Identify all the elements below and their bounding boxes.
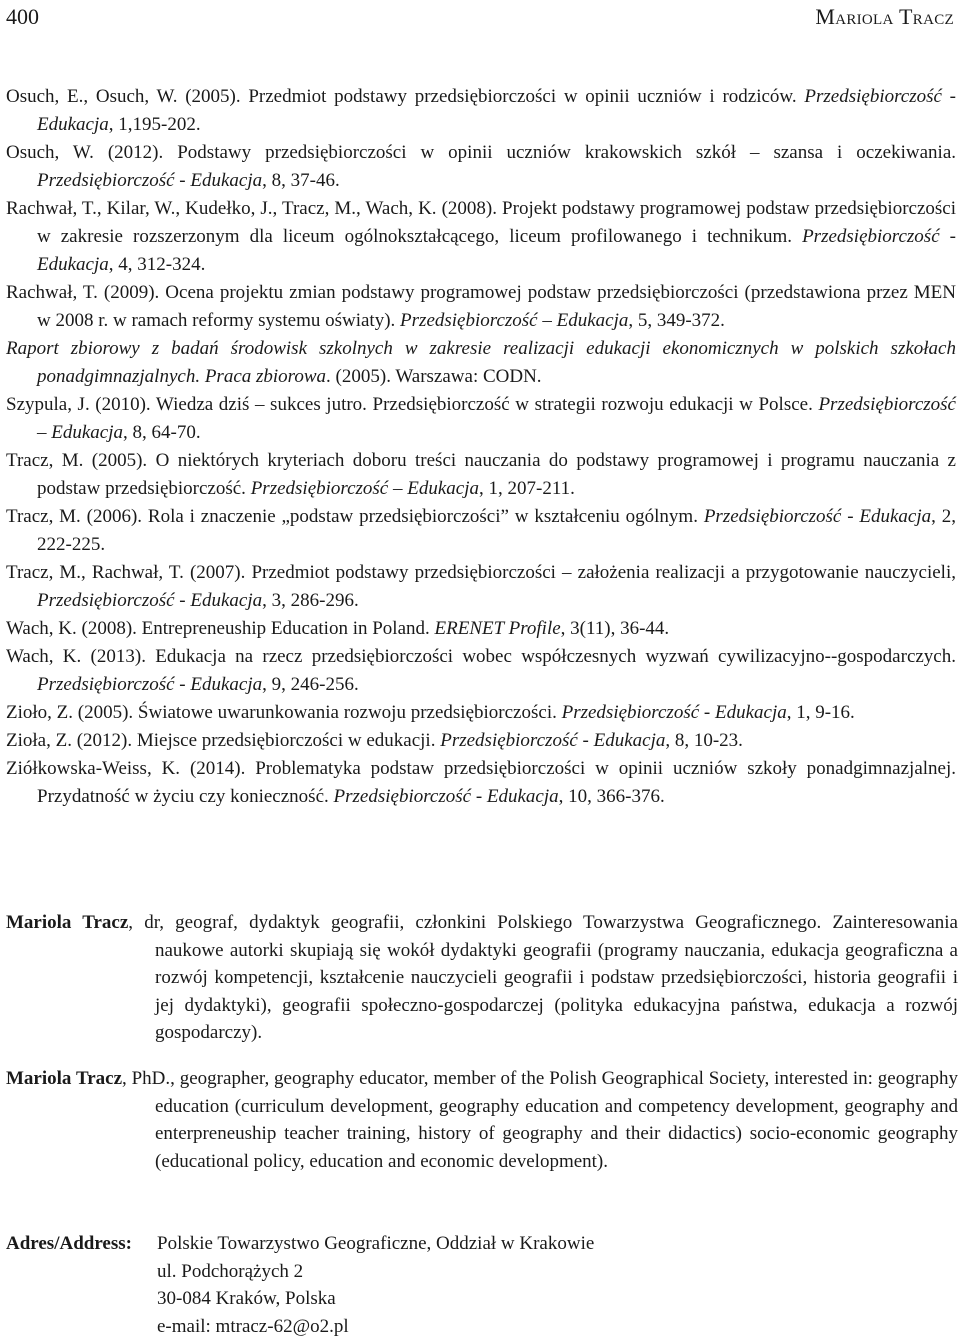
author-bio-text: , dr, geograf, dydaktyk geografii, członkini Polskiego Towarzystwa Geograficznego. Zainteresowania naukowe autorki skupiają się wokół dydaktyki geografii (programy nauczania, edukacja geograficzna a rozwój kompetencji, kształcenie nauczycieli geografii i podstaw przedsiębiorczości, historia geografii i jej dydaktyki), geografii społeczno-gospodarczej (polityka edukacyjna państwa, edukacja a rozwój gospodarczy). xyxy=(128,912,958,1043)
reference-item: Tracz, M., Rachwał, T. (2007). Przedmiot podstawy przedsiębiorczości – założenia realizacji a przygotowanie nauczycieli, Przedsiębiorczość - Edukacja, 3, 286-296. xyxy=(6,562,956,611)
address-city: 30-084 Kraków, Polska xyxy=(157,1288,336,1309)
reference-list xyxy=(6,83,956,811)
author-name: Mariola Tracz xyxy=(6,1068,122,1089)
reference-item: Szypula, J. (2010). Wiedza dziś – sukces jutro. Przedsiębiorczość w strategii rozwoju edukacji w Polsce. Przedsiębiorczość – Edukacja, 8, 64-70. xyxy=(6,394,956,443)
reference-item: Wach, K. (2008). Entrepreneuship Education in Poland. ERENET Profile, 3(11), 36-44. xyxy=(6,618,670,639)
running-head xyxy=(6,2,954,32)
reference-item: Ziółkowska-Weiss, K. (2014). Problematyka podstaw przedsiębiorczości w opinii uczniów szkoły ponadgimnazjalnej. Przydatność w życiu czy konieczność. Przedsiębiorczość - Edukacja, 10, 366-376. xyxy=(6,758,956,807)
author-name: Mariola Tracz xyxy=(6,912,129,933)
author-bio-english xyxy=(6,1065,958,1175)
address-label: Adres/Address: xyxy=(6,1233,132,1254)
reference-item: Osuch, W. (2012). Podstawy przedsiębiorczości w opinii uczniów krakowskich szkół – szansa i oczekiwania. Przedsiębiorczość - Edukacja, 8, 37-46. xyxy=(6,142,956,191)
reference-item: Rachwał, T., Kilar, W., Kudełko, J., Tracz, M., Wach, K. (2008). Projekt podstawy programowej podstaw przedsiębiorczości w zakresie rozszerzonym dla liceum ogólnokształcącego, liceum profilowanego i technikum. Przedsiębiorczość - Edukacja, 4, 312-324. xyxy=(6,198,956,275)
address-lines xyxy=(157,1230,594,1340)
running-author: Mariola Tracz xyxy=(815,4,954,29)
address-institution: Polskie Towarzystwo Geograficzne, Oddział w Krakowie xyxy=(157,1233,595,1254)
author-bio-text: , PhD., geographer, geography educator, member of the Polish Geographical Society, interested in: geography education (curriculum development, geography education and competency development, geography and enterpreneuship teacher training, history of geography and their didactics) socio-economic geography (educational policy, education and economic development). xyxy=(122,1068,958,1172)
author-bio-polish xyxy=(6,909,958,1047)
reference-item: Wach, K. (2013). Edukacja na rzecz przedsiębiorczości wobec współczesnych wyzwań cywilizacyjno--gospodarczych. Przedsiębiorczość - Edukacja, 9, 246-256. xyxy=(6,646,956,695)
reference-item: Zioła, Z. (2012). Miejsce przedsiębiorczości w edukacji. Przedsiębiorczość - Edukacja, 8, 10-23. xyxy=(6,730,743,751)
author-address xyxy=(6,1230,595,1337)
reference-item: Raport zbiorowy z badań środowisk szkolnych w zakresie realizacji edukacji ekonomicznych w polskich szkołach ponadgimnazjalnych. Praca zbiorowa. (2005). Warszawa: CODN. xyxy=(6,338,956,387)
reference-item: Tracz, M. (2006). Rola i znaczenie „podstaw przedsiębiorczości” w kształceniu ogólnym. Przedsiębiorczość - Edukacja, 2, 222-225. xyxy=(6,506,957,555)
reference-item: Osuch, E., Osuch, W. (2005). Przedmiot podstawy przedsiębiorczości w opinii uczniów i rodziców. Przedsiębiorczość - Edukacja, 1,195-202. xyxy=(6,86,957,135)
address-street: ul. Podchorążych 2 xyxy=(157,1260,304,1282)
reference-item: Rachwał, T. (2009). Ocena projektu zmian podstawy programowej podstaw przedsiębiorczości (przedstawiona przez MEN w 2008 r. w ramach reformy systemu oświaty). Przedsiębiorczość – Edukacja, 5, 349-372. xyxy=(6,282,956,331)
reference-item: Zioło, Z. (2005). Światowe uwarunkowania rozwoju przedsiębiorczości. Przedsiębiorczość - Edukacja, 1, 9-16. xyxy=(6,702,855,723)
reference-item: Tracz, M. (2005). O niektórych kryteriach doboru treści nauczania do podstawy programowej i programu nauczania z podstaw przedsiębiorczość. Przedsiębiorczość – Edukacja, 1, 207-211. xyxy=(6,450,956,499)
page-number: 400 xyxy=(6,4,39,29)
address-email[interactable]: e-mail: mtracz-62@o2.pl xyxy=(157,1315,349,1337)
